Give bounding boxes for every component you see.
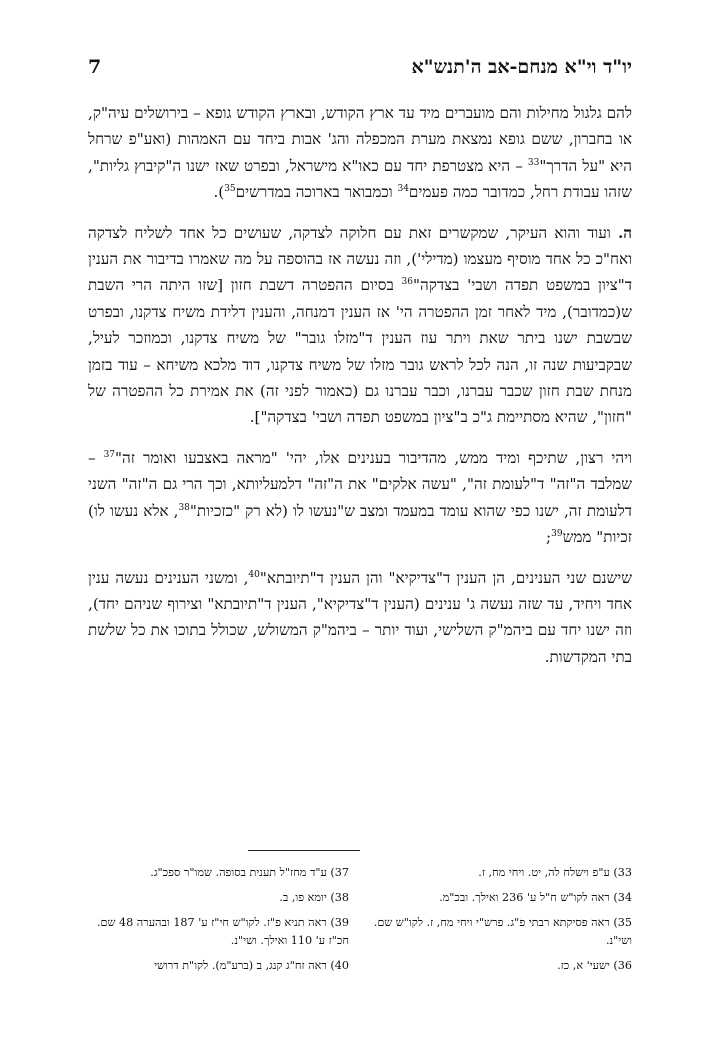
footnote: 40) ראה זח"ג קנג, ב (ברע"מ). לקו"ת דרושי <box>154 959 349 972</box>
footnote-ref: 34 <box>397 184 409 195</box>
text-run: , ומשני הענינים נעשה ענין אחד ויחיד, עד שזה נעשה ג' ענינים (הענין ד"צדיקיא", הענין ד"תיובתא" וצירוף שניהם יחד), וזה ישנו יחד עם ביהמ"ק השלישי, ועוד יותר – ביהמ"ק המשולש, שכולל בתוכו את כל שלשת בתי המקדשות. <box>88 568 632 666</box>
page-number: 7 <box>88 56 102 78</box>
text-run: , אלא נעשו לו) זכיות" ממש <box>88 501 632 547</box>
footnote-ref: 33 <box>527 157 540 168</box>
footnote-ref: 36 <box>401 277 413 288</box>
footnote-separator <box>248 850 360 851</box>
paragraph <box>88 100 632 206</box>
text-run: ; <box>546 528 552 547</box>
text-run: ). <box>213 183 225 202</box>
footnotes-left-column <box>88 864 349 982</box>
footnote: 37) ע"ד מחז"ל תענית בסופה. שמו"ר ספכ"ג. <box>150 866 349 879</box>
footnote: 39) ראה תניא פ"ז. לקו"ש חי"ז ע' 187 ובהערה 48 שם. חכ"ז ע' 110 ואילך. ושי"נ. <box>96 916 349 947</box>
footnote-ref: 35 <box>224 184 236 195</box>
paragraph <box>88 565 632 671</box>
footnotes <box>88 864 632 982</box>
text-run: – שמלבד ה"זה" ד"לעומת זה", "עשה אלקים" את ה"זה" דלמעליותא, וכך הרי גם ה"זה" השני דלעומת זה, ישנו כפי שהוא עומד במעמד ומצב ש"נעשו לו (לא רק "כזכיות" <box>88 448 632 520</box>
text-run: ועוד והוא העיקר, שמקשרים זאת עם חלוקה לצדקה, שעושים כל אחד לשליח לצדקה ואח"כ כל אחד מוסיף מעצמו (מדילי'), וזה נעשה אז בהוספה על מה שאמרו בדיבור את הענין ד"ציון במשפט תפדה ושבי' בצדקה" <box>88 223 633 295</box>
page-header <box>88 56 632 86</box>
footnote-ref: 38 <box>178 502 190 513</box>
footnote: 34) ראה לקו"ש ח"ל ע' 236 ואילך. ובכ"מ. <box>439 891 632 904</box>
footnote-ref: 40 <box>248 569 260 580</box>
text-run: – היא מצטרפת יחד עם כאו"א מישראל, ובפרט שאז ישנו ה"קיבוץ גליות", שזהו עבודת רחל, כמדובר כמה פעמים <box>88 156 632 202</box>
footnote: 36) ישעי' א, כז. <box>557 959 632 972</box>
footnote: 38) יומא פו, ב. <box>279 891 349 904</box>
paragraph <box>88 445 632 551</box>
paragraph <box>88 220 632 431</box>
section-marker: ה. <box>617 223 632 242</box>
text-run: להם גלגול מחילות והם מועברים מיד עד ארץ הקודש, ובארץ הקודש גופא – בירושלים עיה"ק, או בחברון, ששם גופא נמצאת מערת המכפלה והג' אבות ביחד עם האמהות (ואע"פ שרחל היא "על הדרך" <box>88 104 632 175</box>
footnote-ref: 39 <box>551 529 563 540</box>
footnote: 33) ע"פ וישלח לה, יט. ויחי מח, ז. <box>478 866 632 879</box>
footnote: 35) ראה פסיקתא רבתי פ"ג. פרש"י ויחי מח, ז. לקו"ש שם. ושי"נ. <box>373 916 632 947</box>
footnote-ref: 37 <box>103 449 116 460</box>
body-text <box>88 100 632 684</box>
text-run: בסיום ההפטרה דשבת חזון [שזו היתה הרי השבת ש(כמדובר), מיד לאחר זמן ההפטרה הי' אז הענין דמנחה, והענין דלידת משיח צדקנו, ובפרט שבשבת ישנו ביתר שאת ויתר עוז הענין ד"מזלו גובר" של משיח צדקנו, וכמוזכר לעיל, שבקביעות שנה זו, הנה לכל לראש גובר מזלו של משיח צדקנו, דוד מלכא משיחא – עוד בזמן מנחת שבת חזון שכבר עברנו, וכבר עברנו גם (כאמור לפני זה) את אמירת כל ההפטרה של "חזון", שהיא מסתיימת ג"כ ב"ציון במשפט תפדה ושבי' בצדקה"]. <box>88 276 632 427</box>
text-run: וכמבואר בארוכה במדרשים <box>235 183 398 202</box>
text-run: שישנם שני הענינים, הן הענין ד"צדיקיא" והן הענין ד"תיובתא" <box>259 568 632 587</box>
text-run: ויהי רצון, שתיכף ומיד ממש, מהדיבור בענינים אלו, יהי' "מראה באצבעו ואומר זה" <box>115 448 632 467</box>
footnotes-right-column <box>371 864 632 982</box>
running-title: יו"ד וי"א מנחם-אב ה'תנש"א <box>411 56 632 78</box>
